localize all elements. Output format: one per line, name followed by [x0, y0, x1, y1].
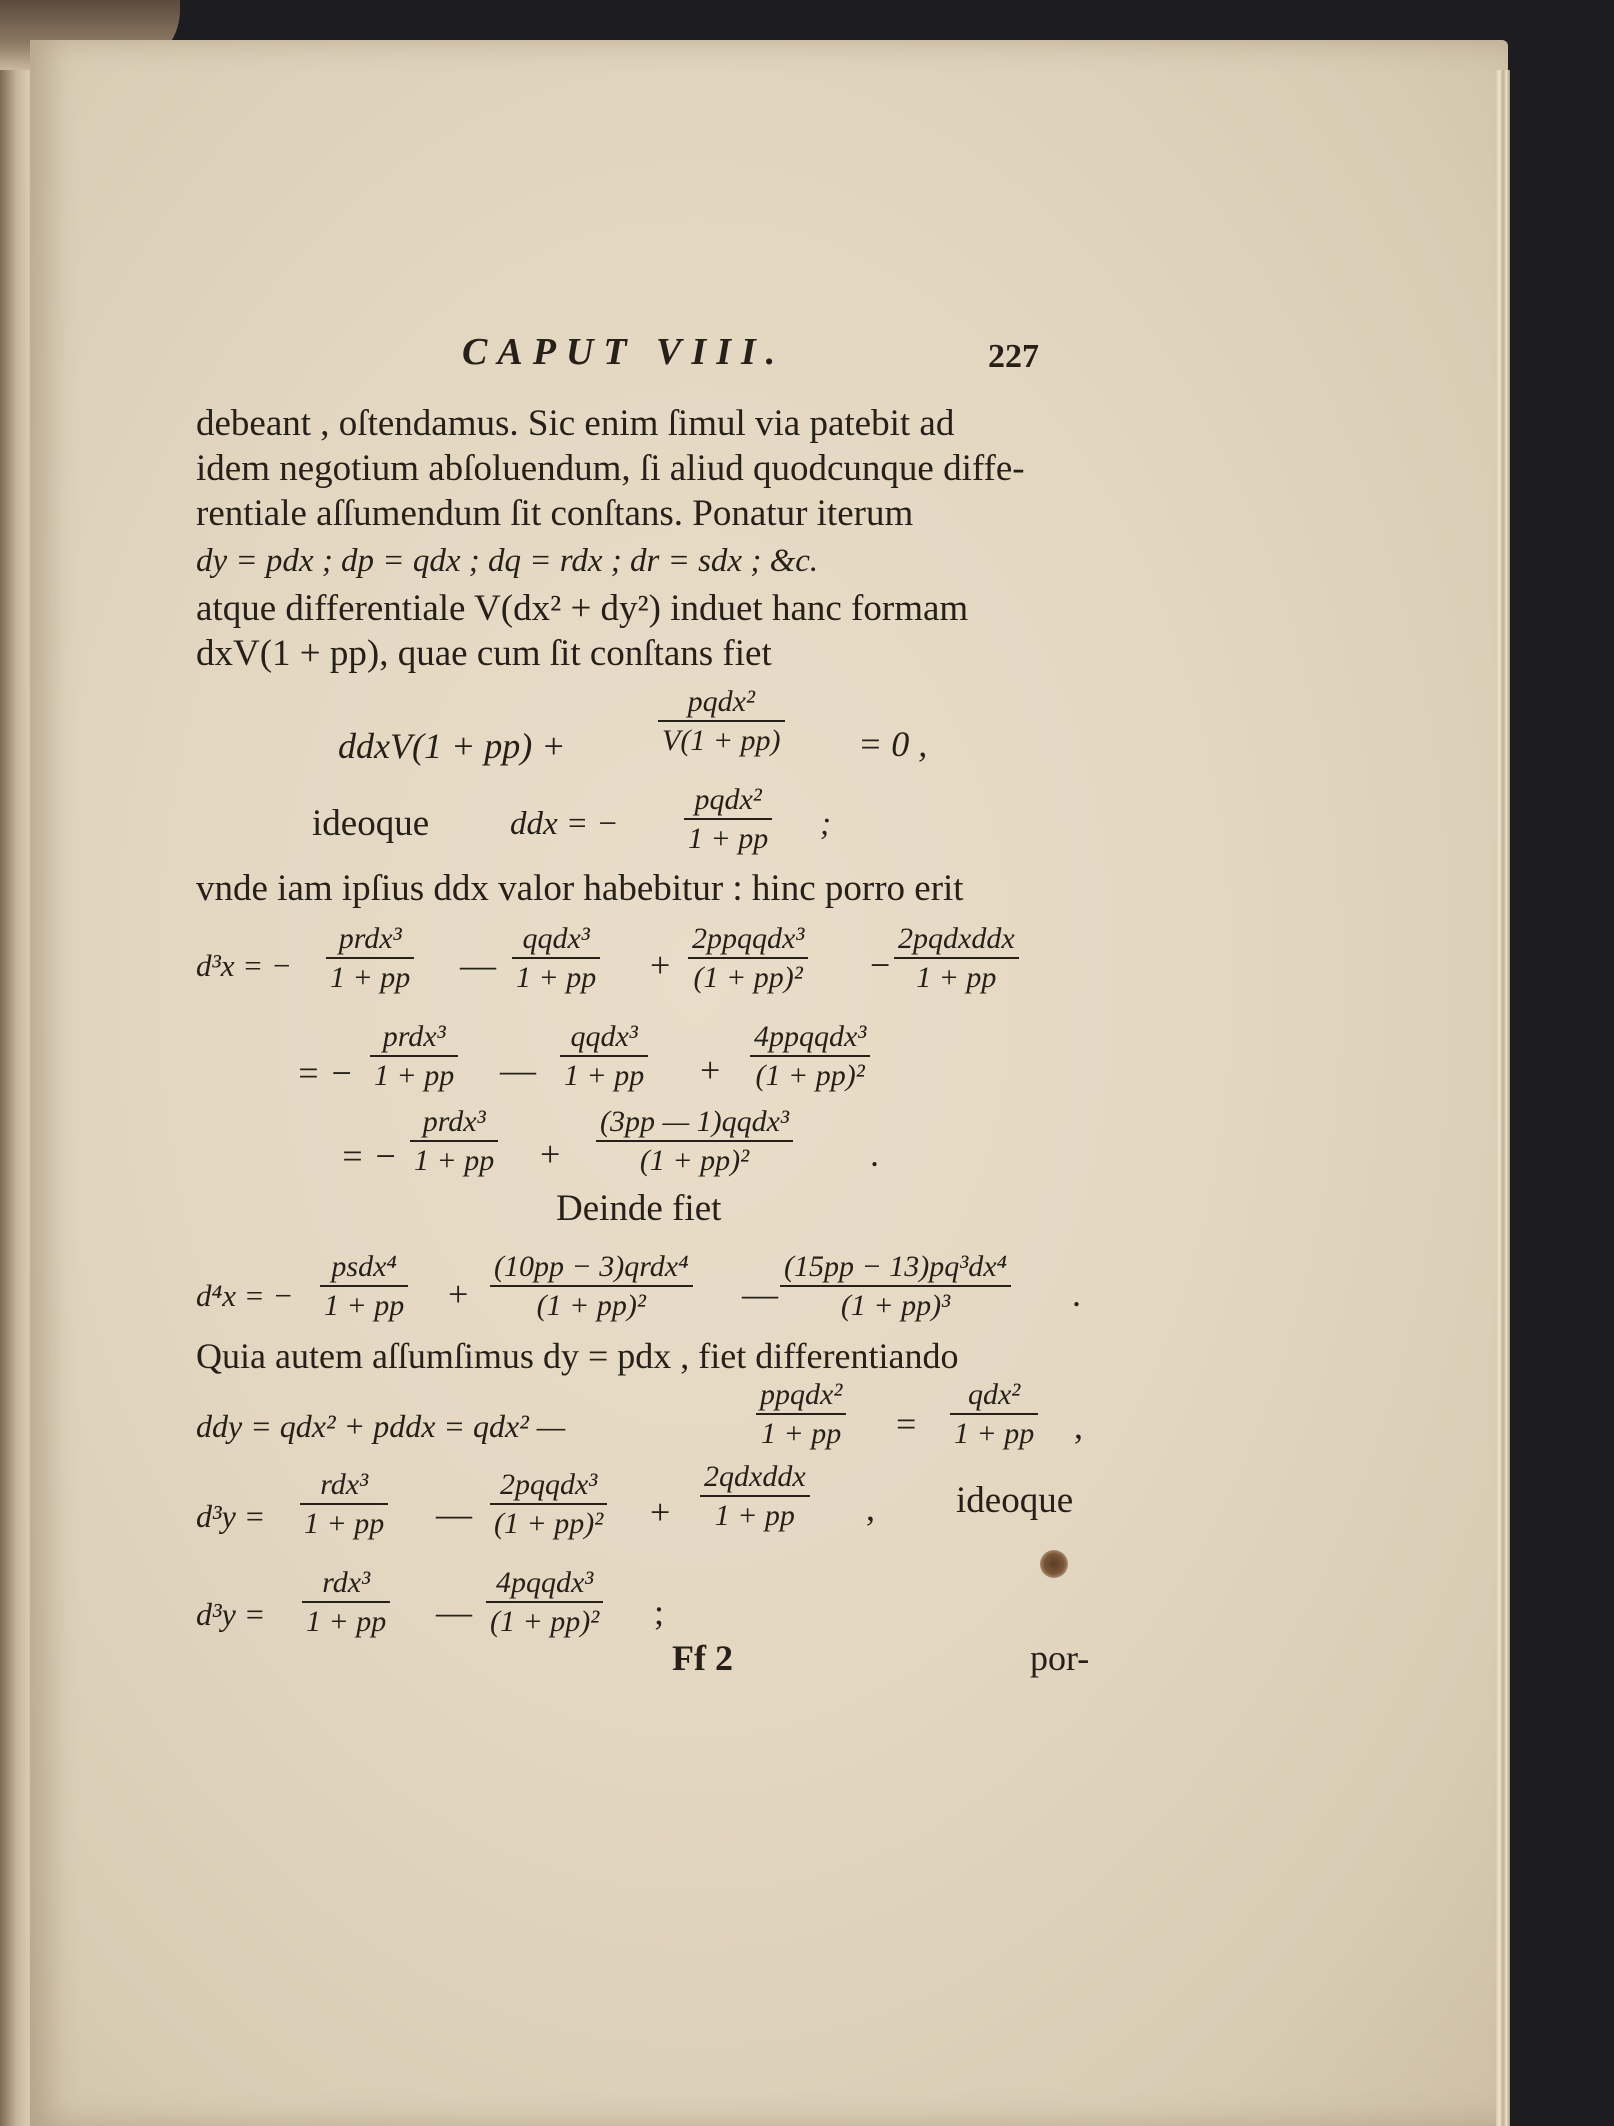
scanned-book-page: CAPUT VIII. 227 debeant , oſtendamus. Sic enim ſimul via patebit ad idem negotium abſoluendum, ſi aliud quodcunque diffe- rentiale aſſumendum ſit conſtans. Ponatur iterum dy = pdx ; dp = qdx ; dq = rdx ; dr = sdx ; &c. atque differentiale V(dx² + dy²) induet hanc formam dxV(1 + pp), quae cum ſit conſtans fiet ddxV(1 + pp) + pqdx² V(1 + pp) = 0 , ideoque ddx = − pqdx² 1 + pp ; vnde iam ipſius ddx valor habebitur : hinc porro erit d³x = − prdx³ 1 + pp — qqdx³ 1 + pp + 2ppqqdx³ (1 + pp)² − 2pqdxddx 1 + pp = − prdx³ 1 + pp — qqdx³ 1 + pp + 4ppqqdx³ (1 + pp)² = − prdx³ 1 + pp + (3pp — 1)qqdx³ (1 + pp)² . Deinde fiet d⁴x = − psdx⁴ 1 + pp + (10pp − 3)qrdx⁴ (1 + pp)² — (15pp − 13)pq³dx⁴ (1 + pp)³ . Quia autem aſſumſimus dy = pdx , fiet differentiando ddy = qdx² + pddx = qdx² — ppqdx² 1 + pp = qdx² 1 + pp , d³y = rdx³ 1 + pp — 2pqqdx³ (1 + pp)² + 2qdxddx 1 + pp , ideoque d³y = rdx³ 1 + pp — 4pqqdx³ (1 + pp)² ; Ff 2 por- [0, 0, 1614, 2126]
page-number: 227 [988, 338, 1039, 375]
fraction: 2ppqqdx³ (1 + pp)² [688, 922, 808, 994]
text-line: idem negotium abſoluendum, ſi aliud quodcunque diffe- [196, 448, 1025, 489]
text-line: dxV(1 + pp), quae cum ſit conſtans fiet [196, 633, 772, 674]
fraction: 2pqdxddx 1 + pp [894, 922, 1019, 994]
fraction: prdx³ 1 + pp [410, 1105, 498, 1177]
text-line: dy = pdx ; dp = qdx ; dq = rdx ; dr = sdx ; &c. [196, 543, 819, 579]
fraction: prdx³ 1 + pp [370, 1020, 458, 1092]
fraction: 2qdxddx 1 + pp [700, 1460, 810, 1532]
foxing-stain [1040, 1550, 1068, 1578]
fraction: (15pp − 13)pq³dx⁴ (1 + pp)³ [780, 1250, 1011, 1322]
page-edge-stack [1496, 70, 1510, 2126]
fraction: pqdx² 1 + pp [684, 783, 772, 855]
text-line: vnde iam ipſius ddx valor habebitur : hinc porro erit [196, 868, 964, 909]
fraction: qdx² 1 + pp [950, 1378, 1038, 1450]
catchword: por- [1030, 1638, 1090, 1678]
fraction: (10pp − 3)qrdx⁴ (1 + pp)² [490, 1250, 693, 1322]
fraction: qqdx³ 1 + pp [560, 1020, 648, 1092]
fraction: rdx³ 1 + pp [300, 1468, 388, 1540]
fraction: qqdx³ 1 + pp [512, 922, 600, 994]
text-line: Quia autem aſſumſimus dy = pdx , fiet differentiando [196, 1336, 959, 1376]
signature-mark: Ff 2 [672, 1638, 733, 1678]
fraction: 4pqqdx³ (1 + pp)² [486, 1566, 603, 1638]
fraction: prdx³ 1 + pp [326, 922, 414, 994]
running-head: CAPUT VIII. [462, 331, 786, 373]
fraction: pqdx² V(1 + pp) [658, 685, 785, 757]
fraction: 2pqqdx³ (1 + pp)² [490, 1468, 607, 1540]
text-line: rentiale aſſumendum ſit conſtans. Ponatur iterum [196, 493, 914, 534]
text-line: debeant , oſtendamus. Sic enim ſimul via patebit ad [196, 403, 955, 444]
text-line: atque differentiale V(dx² + dy²) induet hanc formam [196, 588, 969, 629]
fraction: 4ppqqdx³ (1 + pp)² [750, 1020, 870, 1092]
fraction: (3pp — 1)qqdx³ (1 + pp)² [596, 1105, 793, 1177]
fraction: rdx³ 1 + pp [302, 1566, 390, 1638]
text-line: Deinde fiet [556, 1188, 722, 1229]
fraction: ppqdx² 1 + pp [756, 1378, 846, 1450]
fraction: psdx⁴ 1 + pp [320, 1250, 408, 1322]
